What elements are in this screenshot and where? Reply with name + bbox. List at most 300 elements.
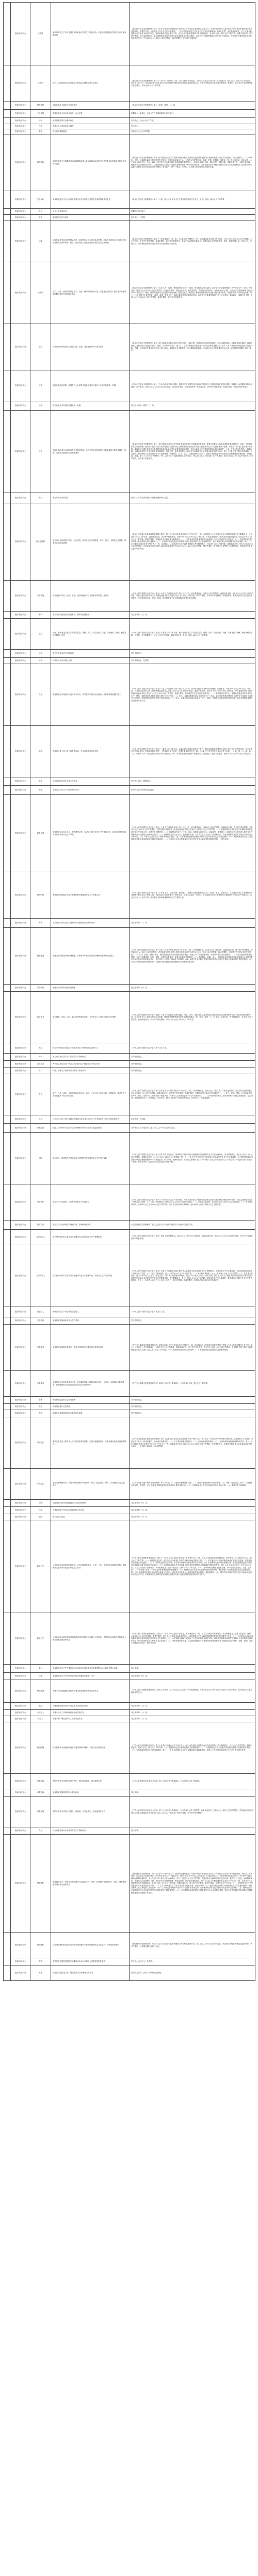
row-index-cell [4, 3, 11, 65]
basis-cell: 《危险化学品重大危险源监督管理暂行规定》第三十二条 危险化学品单位有下列行为之一的，由县级以上人民政府安全生产监督管理部门责令限期改正，可以处10万元以下的罚款；逾期未改正的，责令停产停业整顿，并处10万元以上20万元以下的罚款，对其直接负责的主管人员和其他直接责任人员处2万元以上5万元以下的罚款；构成犯罪的，依照刑法有关规定追究刑事责任：（一）未按照本规定要求对重大危险源进行安全评估或者安全评价的；（二）未按照本规定要求对重大危险源进行登记建档的；（三）未按照本规定及相关标准要求对重大危险源进行安全监测监控的；（四）未制定重大危险源事故应急预案的。第三十三条 危险化学品单位有下列行为之一的，由县级以上人民政府安全生产监督管理部门责令限期改正，可以处5万元以下的罚款；逾期未改正的，处5万元以上20万元以下的罚款，对其直接负责的主管人员和其他直接责任人员处1万元以上2万元以下的罚款；情节严重的，责令停产停业整顿；构成犯罪的，依照刑法有关规定追究刑事责任。 [130, 503, 255, 581]
category-cell: 危险物品 安全 [11, 1230, 30, 1245]
violation-cell: 未按照规定对从业人员、被派遣劳动者、实习学生进行安全生产教育和培训，或者未按照规定如实告知有关的安全生产事项 [51, 795, 130, 872]
violation-cell: 未对安全设备进行经常性维护、保养和定期检测 [51, 612, 130, 619]
violation-cell: 危险化学品单位未制定事故应急救援预案，或者未配备应急救援人员和必要的应急救援器材、设备，或者未定期组织应急救援演练 [51, 411, 130, 493]
table-row [4, 928, 255, 985]
violation-cell: 未按照规定编制应急预案，或者未按照规定定期组织应急预案演练 [51, 1325, 130, 1371]
table-row [4, 1680, 255, 1703]
basis-cell: 同上条款。 [130, 1665, 255, 1673]
table-row [4, 215, 255, 221]
table-row [4, 1710, 255, 1716]
basis-cell: 《中华人民共和国安全生产法》第九十八条第（四）项 矿山、金属冶炼建设项目或者用于生产、储存危险物品的建设项目竣工投入生产或者使用前，安全设施未经验收合格的。依照前款规定处罚。《建设项目安全设施“三同时”监督管理办法》第二十八条 生产经营单位对本办法第七条第（一）项、第（二）项、第（三）项和第（四）项规定的建设项目有下列情形之一的，责令停止建设或者停产停业整顿，限期改正；逾期未改正的，处50万元以上100万元以下的罚款。 [130, 726, 255, 777]
row-index-cell [4, 1514, 11, 1520]
item-cell: 安全费用 [30, 1317, 51, 1325]
table-row [4, 1827, 255, 1835]
violation-cell: 危险化学品包装物、容器生产企业销售未经检验或者经检验不合格的包装物、容器 [51, 370, 130, 401]
table-row [4, 324, 255, 370]
basis-cell: 责令停止违法行为，处罚款。 [130, 1958, 255, 1965]
table-row [4, 129, 255, 134]
violation-cell: 未按照规定进行应急预案备案 [51, 1397, 130, 1404]
basis-cell: 《中华人民共和国职业病防治法》第七十五条第（七）项 由卫生行政部门责令限期治理，并处5万元以上30万元以下的罚款；情节严重的，责令停止产生职业病危害的作业。 [130, 1680, 255, 1703]
category-cell: 危险物品 安全 [11, 221, 30, 262]
violation-cell: 其他违反安全生产法律法规的行为 [51, 786, 130, 795]
table-row [4, 1410, 255, 1417]
row-index-cell [4, 1230, 11, 1245]
table-row [4, 1074, 255, 1115]
table-row [4, 1230, 255, 1245]
category-cell: 危险物品 安全 [11, 619, 30, 650]
basis-cell: 责令限期改正。 [130, 1054, 255, 1061]
category-cell: 危险物品 安全 [11, 1703, 30, 1710]
basis-cell: 《生产安全事故应急预案管理办法》第四十五条 责令限期改正，可以处1万元以上3万元以下的罚款。 [130, 1371, 255, 1397]
row-index-cell [4, 1068, 11, 1074]
category-cell: 危险物品 安全 [11, 872, 30, 919]
basis-cell: 责令限期改正。 [130, 1397, 255, 1404]
table-row [4, 612, 255, 619]
basis-cell: 《中华人民共和国职业病防治法》第七十一条 用人单位违反本法规定，有下列行为之一的，由卫生行政部门责令限期改正，给予警告，可以并处5万元以上10万元以下的罚款：（一）未按照规定及时、如实向卫生行政部门申报产生职业病危害的项目的；（二）未实施由专人负责的职业病危害因素日常监测，或者监测系统不能正常监测的；（三）订立或者变更劳动合同时，未告知劳动者职业病危害真实情况的；（四）未按照规定组织职业健康检查、建立职业健康监护档案或者未将检查结果书面告知劳动者的；（五）未依照本法规定在劳动者离开用人单位时提供职业健康监护档案复印件的。第七十条 违反本法规定，有下列行为之一的，由卫生行政部门给予警告，责令限期改正；逾期不改正的，处10万元以下的罚款：（一）工作场所职业病危害因素检测、评价结果没有存档、上报、公布的；（二）未采取本法第二十条规定的职业病防治管理措施的；（三）未按照规定公布有关职业病防治的规章制度、操作规程、职业病危害事故应急救援措施的；（四）未按照规定组织劳动者进行职业卫生培训，或者未对劳动者个人职业病防护采取指导、督促措施的；（五）国内首次使用或者首次进口与职业病危害有关的化学材料，未按照规定报送毒性鉴定资料以及经有关部门登记注册或者批准进口的文件的。 [130, 1520, 255, 1613]
row-index-cell [4, 411, 11, 493]
item-cell: 情节严重 [30, 1221, 51, 1230]
item-cell: 无资质 [30, 3, 51, 65]
row-index-cell [4, 1680, 11, 1703]
basis-cell: 《危险化学品安全管理条例》第七十九条 危险化学品包装物、容器生产企业销售未经检验或者经检验不合格的危险化学品包装物、容器的，由质量监督检验检疫部门责令改正，处10万元以上20万元以下的罚款，有违法所得的，没收违法所得；拒不改正的，责令停产停业整顿；构成犯罪的，依法追究刑事责任。 [130, 370, 255, 401]
item-cell: 未登记 [30, 65, 51, 101]
basis-cell: 依照有关法律法规的规定处罚。 [130, 786, 255, 795]
category-cell: 危险物品 安全 [11, 1307, 30, 1317]
category-cell: 危险物品 安全 [11, 503, 30, 581]
category-cell: 危险物品 安全 [11, 1500, 30, 1507]
violation-cell: 安全设备的安装、使用、检测、改造和报废不符合国家标准或者行业标准 [51, 581, 130, 612]
category-cell: 危险物品 安全 [11, 1797, 30, 1827]
table-row [4, 650, 255, 658]
table-row [4, 581, 255, 612]
basis-cell: 同上条款第（八）项。 [130, 1710, 255, 1716]
violation-cell: 未按照规定在产生严重职业病危害的作业岗位醒目位置设置警示标识和中文警示说明 [51, 1665, 130, 1673]
category-cell: 危险物品 安全 [11, 786, 30, 795]
violation-cell: 从事烟花爆竹批发的企业向从事烟花爆竹零售的经营者供应非法生产、经营的烟花爆竹 [51, 1933, 130, 1958]
violation-cell: 发生生产安全事故，对负有责任的生产经营单位 [51, 1184, 130, 1221]
basis-cell: 同上条款第（二）项。 [130, 919, 255, 928]
category-cell: 危险物品 安全 [11, 1404, 30, 1410]
violation-cell: 危险化学品未储存在专用仓库内 [51, 101, 130, 110]
row-index-cell [4, 1417, 11, 1469]
basis-cell: 《危险化学品安全管理条例》第八十条第一款第（二）项。 [130, 101, 255, 110]
item-cell: 保险 [30, 1133, 51, 1184]
row-index-cell [4, 919, 11, 928]
basis-cell: 同上条款。 [130, 1827, 255, 1835]
violation-cell: 未按照规定设置安全生产管理机构或者配备安全生产管理人员 [51, 872, 130, 919]
category-cell: 危险物品 安全 [11, 581, 30, 612]
item-cell: 禁忌 [30, 1703, 51, 1710]
violation-cell: 装卸管理人员无资格 [51, 215, 130, 221]
category-cell: 危险物品 安全 [11, 1417, 30, 1469]
category-cell: 危险物品 安全 [11, 124, 30, 129]
table-row [4, 1613, 255, 1665]
violation-cell: 事故发生单位主要负责人不立即组织事故抢救、迟报或者漏报事故、在事故调查处理期间擅离职守 [51, 1417, 130, 1469]
category-cell: 危险物品 安全 [11, 1115, 30, 1124]
table-row [4, 209, 255, 215]
row-index-cell [4, 1317, 11, 1325]
violation-cell: 未按规定进行安全评价或者未将安全评价报告以及整改方案的落实情况报备 [51, 191, 130, 209]
table-row [4, 1774, 255, 1789]
basis-cell: 《危险化学品安全管理条例》第十九条 危险化学品生产装置或者储存数量构成重大危险源的危险化学品储存设施（运输工具加油站、加气站除外），与下列场所、设施、区域的距离应当符合国家有关规定：居住区以及商业中心、公园等人员密集场所；学校、医院、影剧院、体育场（馆）等公共设施；饮用水源、水厂以及水源保护区；车站、码头（依法经许可从事危险化学品装卸作业的除外）、机场以及通信干线、通信枢纽、铁路线路、道路交通干线、水路交通干线、地铁风亭以及地铁站出入口。已建的危险化学品生产装置或者储存设施不符合前款规定的，由所在地设区的市级人民政府安全生产监督管理部门会同有关部门监督其所属单位在规定期限内进行整改；需要转产、停产、搬迁、关闭的，由本级人民政府决定并组织实施。 [130, 134, 255, 191]
category-cell: 危险物品 安全 [11, 411, 30, 493]
basis-cell: 协议无效，处罚款。 [130, 1115, 255, 1124]
item-cell: 培训 [30, 658, 51, 664]
category-cell: 危险物品 安全 [11, 1371, 30, 1397]
table-row [4, 1307, 255, 1317]
item-cell: 其他 [30, 786, 51, 795]
table-row [4, 619, 255, 650]
category-cell: 危险物品 安全 [11, 1665, 30, 1673]
basis-cell: 责令限期改正，处罚款。 [130, 658, 255, 664]
row-index-cell [4, 726, 11, 777]
violation-cell: 安排未经职业健康检查的劳动者从事接触职业病危害的作业 [51, 1680, 130, 1703]
category-cell: 危险物品 安全 [11, 612, 30, 619]
row-index-cell [4, 1965, 11, 1981]
basis-cell: 第七十八条第一款第（二）项。 [130, 401, 255, 411]
item-cell: 粉尘防爆 [30, 1722, 51, 1774]
row-index-cell [4, 1613, 11, 1665]
row-index-cell [4, 1043, 11, 1054]
row-index-cell [4, 1115, 11, 1124]
basis-cell: 同上条款第（三）项。 [130, 612, 255, 619]
category-cell: 危险物品 安全 [11, 992, 30, 1043]
category-cell: 危险物品 安全 [11, 1184, 30, 1221]
basis-cell: 《中华人民共和国安全生产法》第九十三条。 [130, 1307, 255, 1317]
basis-cell: 《危险化学品安全管理条例》第八十一条 有下列情形之一的，由公安机关责令改正，可以处1万元以下的罚款；拒不改正的，处1万元以上5万元以下的罚款。第七十八条 生产、储存危险化学品的单位未对其铺设的危险化学品管道设置明显的标志，或者未对危险化学品管道定期检查、检测的，由安全生产监督管理部门责令改正，可以处5万元以下的罚款。 [130, 65, 255, 101]
violation-cell: 两个以上单位在同一作业区域内进行生产经营活动未签订协议 [51, 1061, 130, 1068]
table-row [4, 1245, 255, 1307]
item-cell: 设计 [30, 664, 51, 726]
table-row [4, 1665, 255, 1673]
item-cell: 警示 [30, 1665, 51, 1673]
basis-cell: 《危险化学品安全管理条例》第四十三条至第四十八条。第八十六条 有下列情形之一的，由交通运输主管部门责令改正，处5万元以上10万元以下的罚款；拒不改正的，责令停产停业整顿；构成犯罪的，依法追究刑事责任：危险化学品道路运输企业、水路运输企业的驾驶人员、船员、装卸管理人员、押运人员、申报人员、集装箱装箱现场检查员未取得从业资格上岗作业的。 [130, 221, 255, 262]
basis-cell: 《生产安全事故报告和调查处理条例》第三十五条 事故发生单位主要负责人有下列行为之一的，处上一年年收入40%至80%的罚款；属于国家工作人员的，并依法给予处分；构成犯罪的，依法追究刑事责任：（一）不立即组织事故抢救的；（二）迟报或者漏报事故的；（三）在事故调查处理期间擅离职守的。第三十六条 事故发生单位及其有关人员有下列行为之一的，对事故发生单位处100万元以上500万元以下的罚款；对主要负责人、直接负责的主管人员和其他直接责任人员处上一年年收入60%至100%的罚款。 [130, 1417, 255, 1469]
category-cell: 危险物品 安全 [11, 658, 30, 664]
category-cell: 危险物品 安全 [11, 1133, 30, 1184]
table-row [4, 101, 255, 110]
item-cell: 有限空间 [30, 1797, 51, 1827]
item-cell: 外包 [30, 1827, 51, 1835]
basis-cell: 同上条款第（四）项。 [130, 985, 255, 992]
table-row [4, 658, 255, 664]
table-row [4, 1043, 255, 1054]
basis-cell: 《危险化学品安全管理条例》第七十条 危险化学品单位应当制定本单位危险化学品事故应急预案，配备应急救援人员和必要的应急救援器材、设备，并定期组织应急救援演练。危险化学品单位应当将其危险化学品事故应急预案报所在地设区的市级人民政府安全生产监督管理部门备案。第七十一条 发生危险化学品事故，事故单位主要负责人应当立即按照本单位危险化学品应急预案组织救援，并向当地安全生产监督管理部门和环境保护、公安、卫生主管部门报告；道路运输、水路运输过程中发生危险化学品事故的，驾驶人员、船员或者押运人员还应当向事故发生地交通运输主管部门报告。第七十二条 发生危险化学品事故，有关地方人民政府应当立即组织安全生产监督管理、环境保护、公安、卫生、交通运输等有关部门，按照本地区危险化学品事故应急预案组织实施救援，不得拖延、推诿。第七十八条 有下列情形之一的，由安全生产监督管理部门责令改正，可以处5万元以下的罚款；拒不改正的，处5万元以上10万元以下的罚款；情节严重的，责令停产停业整顿。 [130, 411, 255, 493]
item-cell: 修订 [30, 1404, 51, 1410]
category-cell: 危险物品 安全 [11, 191, 30, 209]
category-cell: 危险物品 安全 [11, 1680, 30, 1703]
table-row [4, 1673, 255, 1680]
item-cell: 隐患 [30, 129, 51, 134]
table-row [4, 1507, 255, 1514]
item-cell: 职业健康 [30, 1680, 51, 1703]
row-index-cell [4, 221, 11, 262]
basis-cell: 责令停止建设，限期改正。 [130, 777, 255, 786]
row-index-cell [4, 1133, 11, 1184]
item-cell: 监控 [30, 619, 51, 650]
category-cell: 危险物品 安全 [11, 985, 30, 992]
basis-cell: 责令改正，处5万元以下罚款。 [130, 118, 255, 124]
table-row [4, 1068, 255, 1074]
table-row [4, 1500, 255, 1507]
category-cell: 危险物品 安全 [11, 110, 30, 118]
table-row [4, 221, 255, 262]
row-index-cell [4, 124, 11, 129]
table-row [4, 786, 255, 795]
row-index-cell [4, 1404, 11, 1410]
row-index-cell [4, 1789, 11, 1797]
category-cell: 危险物品 安全 [11, 1507, 30, 1514]
table-row [4, 1514, 255, 1520]
category-cell: 危险物品 安全 [11, 1061, 30, 1068]
violation-cell: 发生生产安全事故情节特别严重、影响特别恶劣的 [51, 1221, 130, 1230]
item-cell: 变更 [30, 777, 51, 786]
basis-cell: 责令限期改正。 [130, 1061, 255, 1068]
basis-cell: 责令限期改正。 [130, 1068, 255, 1074]
table-row [4, 985, 255, 992]
violation-cell: 将生产经营项目发包给不具备安全生产条件的单位或者个人 [51, 1043, 130, 1054]
table-row [4, 992, 255, 1043]
table-row [4, 1061, 255, 1068]
row-index-cell [4, 1500, 11, 1507]
category-cell: 危险物品 安全 [11, 726, 30, 777]
violation-cell: 对重复使用的危险化学品包装物、容器，在重复使用前不进行检查 [51, 324, 130, 370]
category-cell: 危险物品 安全 [11, 1673, 30, 1680]
item-cell: 运输 [30, 221, 51, 262]
violation-cell: 有限空间作业未执行先通风、再检测、后作业原则，未配备监护人员 [51, 1797, 130, 1827]
violation-cell: 其他违反危险化学品、烟花爆竹安全管理规定的行为 [51, 1965, 130, 1981]
item-cell: 应急预案 [30, 1325, 51, 1371]
table-row [4, 1716, 255, 1722]
row-index-cell [4, 1710, 11, 1716]
item-cell: 储存违规 [30, 101, 51, 110]
basis-cell: 《中华人民共和国安全生产法》第一百零三条。 [130, 1043, 255, 1054]
row-index-cell [4, 1325, 11, 1371]
category-cell: 危险物品 安全 [11, 1774, 30, 1789]
category-cell: 危险物品 安全 [11, 1789, 30, 1797]
category-cell: 危险物品 安全 [11, 324, 30, 370]
table-row [4, 777, 255, 786]
violation-cell: 未保证安全生产所必需的资金投入 [51, 1307, 130, 1317]
violation-cell: 工作场所职业病危害因素的强度或者浓度超过国家职业卫生标准；未提供职业病防护设施和个人使用的职业病防护用品 [51, 1613, 130, 1665]
item-cell: 事故报告 [30, 1417, 51, 1469]
basis-cell: 《工贸企业粉尘防爆安全规定》第三十条 粉尘涉爆企业有下列行为之一的，由负责粉尘涉爆企业安全监管的部门责令限期改正，处3万元以下的罚款；逾期未改正的，处3万元以上10万元以下的罚款：（一）未按照规定建立粉尘防爆安全管理制度的；（二）未按照规定对粉尘防爆安全设备设施进行检查维护保养的；（三）未按照规定建立粉尘清扫制度的。第三十一条 粉尘涉爆企业存在粉尘爆炸重大事故隐患的，依照《中华人民共和国安全生产法》有关规定处罚。 [130, 1722, 255, 1774]
item-cell: 台账 [30, 124, 51, 129]
item-cell: 烟花爆竹 [30, 1933, 51, 1958]
row-index-cell [4, 65, 11, 101]
table-row [4, 1184, 255, 1221]
item-cell: 伪证 [30, 1507, 51, 1514]
basis-cell: 可以处5万元以下的罚款。 [130, 129, 255, 134]
violation-cell: 未按照规定对建设项目进行安全评价，或者建设项目安全设施设计未经审查同意擅自施工 [51, 664, 130, 726]
row-index-cell [4, 1061, 11, 1068]
table-row [4, 664, 255, 726]
category-cell: 危险物品 安全 [11, 1965, 30, 1981]
violation-cell: 工作场所职业病危害因素检测、评价结果没有存档、上报、公布；未采取职业病防护措施；未按照规定组织劳动者进行职业卫生培训 [51, 1520, 130, 1613]
item-cell: 包装 [30, 370, 51, 401]
item-cell: 教育培训 [30, 795, 51, 872]
item-cell: 重大危险源 [30, 503, 51, 581]
violation-cell: 存在重大事故隐患 [51, 129, 130, 134]
item-cell: 未成年人 [30, 1710, 51, 1716]
category-cell: 危险物品 安全 [11, 1520, 30, 1613]
basis-cell: 《中华人民共和国安全生产法》第一百一十四条 发生生产安全事故，对负有责任的生产经营单位除要求其依法承担相应的赔偿等责任外，由应急管理部门依照下列规定处以罚款：（一）发生一般事故的，处30万元以上100万元以下的罚款；（二）发生较大事故的，处100万元以上200万元以下的罚款；（三）发生重大事故的，处200万元以上1000万元以下的罚款；（四）发生特别重大事故的，处1000万元以上2000万元以下的罚款。 [130, 1184, 255, 1221]
table-row [4, 493, 255, 503]
table-row [4, 1933, 255, 1958]
basis-cell: 同上条款。 [130, 1789, 255, 1797]
table-row [4, 370, 255, 401]
violation-cell: 危险化学品生产装置或者储存数量构成重大危险源的储存设施与人员密集场所的距离不符合国家有关规定 [51, 134, 130, 191]
item-cell: 职业卫生 [30, 1613, 51, 1665]
basis-cell: 责令改正。 [130, 124, 255, 129]
category-cell: 危险物品 安全 [11, 1827, 30, 1835]
item-cell: 女职工 [30, 1716, 51, 1722]
category-cell: 危险物品 安全 [11, 1397, 30, 1404]
category-cell: 危险物品 安全 [11, 3, 30, 65]
basis-cell: 《中华人民共和国安全生产法》第九十九条第（四）项 关闭、破坏直接关系生产安全的监控、报警、防护、救生设备、设施，或者篡改、隐瞒、销毁其相关数据、信息的，责令限期改正，处5万元以下的罚款；逾期未改正的，处5万元以上20万元以下的罚款。 [130, 619, 255, 650]
violation-cell: 未建立出入库核查登记制度 [51, 124, 130, 129]
basis-cell: 依照《生产安全事故报告和调查处理条例》处罚。 [130, 493, 255, 503]
row-index-cell [4, 503, 11, 581]
row-index-cell [4, 1835, 11, 1933]
item-cell: 交叉作业 [30, 1061, 51, 1068]
item-cell: 报告 [30, 493, 51, 503]
row-index-cell [4, 493, 11, 503]
category-cell: 危险物品 安全 [11, 1613, 30, 1665]
row-index-cell [4, 928, 11, 985]
table-row [4, 1221, 255, 1230]
category-cell: 危险物品 安全 [11, 209, 30, 215]
item-cell: 主要负责人 [30, 1230, 51, 1245]
basis-cell: 《中华人民共和国安全生产法》第一百零一条 生产经营单位有下列行为之一的，责令限期改正，处10万元以下的罚款；逾期未改正的，责令停产停业整顿，并处10万元以上20万元以下的罚款，对其直接负责的主管人员和其他直接责任人员处2万元以上5万元以下的罚款；构成犯罪的，依照刑法有关规定追究刑事责任：（一）生产、经营、运输、储存、使用危险物品或者处置废弃危险物品，未建立专门安全管理制度、未采取可靠的安全措施的；（二）对重大危险源未登记建档，未进行定期检测、评估、监控，未制定应急预案，或者未告知应急措施的；（三）进行爆破、吊装、动火、临时用电以及国务院应急管理部门会同国务院有关部门规定的其他危险作业，未安排专门人员进行现场安全管理的；（四）未建立安全风险分级管控制度或者未按照安全风险分级采取相应管控措施的；（五）未建立事故隐患排查治理制度，或者重大事故隐患排查治理情况未按照规定报告的。 [130, 928, 255, 985]
violation-cell: 生产、储存危险化学品的企业未按规定办理危险化学品登记 [51, 65, 130, 101]
table-row [4, 1789, 255, 1797]
table-row [4, 1404, 255, 1410]
table-row [4, 1797, 255, 1827]
item-cell: 事故报告 [30, 1469, 51, 1500]
table-row [4, 401, 255, 411]
category-cell: 危险物品 安全 [11, 215, 30, 221]
item-cell: 包装 [30, 324, 51, 370]
item-cell: 人员 [30, 209, 51, 215]
row-index-cell [4, 1397, 11, 1404]
violation-cell: 安排有职业禁忌的劳动者从事其所禁忌的作业 [51, 1703, 130, 1710]
basis-cell: 《工贸企业有限空间作业安全规定》第二十四条 责令限期改正，可以处5万元以下的罚款。 [130, 1774, 255, 1789]
violation-cell: 粉尘防爆安全设施未按规定设置或者维护保养，未建立粉尘清扫制度 [51, 1722, 130, 1774]
table-row [4, 1133, 255, 1184]
item-cell: 零售 [30, 1958, 51, 1965]
row-index-cell [4, 1469, 11, 1500]
row-index-cell [4, 1716, 11, 1722]
table-row [4, 1417, 255, 1469]
category-cell: 危险物品 安全 [11, 919, 30, 928]
category-cell: 危险物品 安全 [11, 370, 30, 401]
table-row [4, 1965, 255, 1981]
item-cell: 验收 [30, 726, 51, 777]
item-cell: 检测 [30, 401, 51, 411]
row-index-cell [4, 1371, 11, 1397]
violation-cell: 未按规定修订应急预案 [51, 1404, 130, 1410]
penalty-table-body [4, 3, 255, 1981]
item-cell: 有限空间 [30, 1789, 51, 1797]
basis-cell: 《工贸企业有限空间作业安全规定》第二十五条 责令限期改正，可以处5万元以下的罚款；逾期未改正的，处5万元以上20万元以下的罚款，对其直接负责的主管人员和其他直接责任人员处1万元以上2万元以下的罚款；情节严重的，责令停产停业整顿。 [130, 1797, 255, 1827]
category-cell: 危险物品 安全 [11, 1958, 30, 1965]
table-row [4, 919, 255, 928]
item-cell: 安全评价 [30, 191, 51, 209]
violation-cell: 从业人员未经培训 [51, 209, 130, 215]
item-cell: 应急预案 [30, 1371, 51, 1397]
category-cell: 危险物品 安全 [11, 795, 30, 872]
item-cell: 储存设施 [30, 134, 51, 191]
row-index-cell [4, 664, 11, 726]
category-cell: 危险物品 安全 [11, 493, 30, 503]
category-cell: 危险物品 安全 [11, 1221, 30, 1230]
item-cell: 其他 [30, 1965, 51, 1981]
violation-cell: 剧毒化学品未实行双人收发、双人保管 [51, 110, 130, 118]
row-index-cell [4, 786, 11, 795]
category-cell: 危险物品 安全 [11, 1716, 30, 1722]
basis-cell: 《中华人民共和国安全生产法》第二十四条 矿山、金属冶炼、建筑施工、运输单位和危险物品的生产、经营、储存、装卸单位，应当设置安全生产管理机构或者配备专职安全生产管理人员。前款规定以外的其他生产经营单位，从业人员超过一百人的，应当设置安全生产管理机构或者配备专职安全生产管理人员；从业人员在一百人以下的，应当配备专职或者兼职的安全生产管理人员。 [130, 872, 255, 919]
basis-cell: 《危险化学品安全管理条例》第七十七条 未依法取得危险化学品安全生产许可证从事危险化学品生产，或者未依法取得工业产品生产许可证从事危险化学品及其包装物、容器生产的，分别依照《安全生产许可证条例》、《中华人民共和国工业产品生产许可证管理条例》的规定处罚。违反本条例规定，化工企业未取得危险化学品安全使用许可证，使用危险化学品从事生产的，由安全生产监督管理部门责令限期改正，处10万元以上20万元以下的罚款；逾期不改正的，责令停产整顿。违反本条例规定，未取得危险化学品经营许可证从事危险化学品经营的，由安全生产监督管理部门责令停止经营活动，没收违法经营的危险化学品以及违法所得，并处10万元以上20万元以下的罚款；构成犯罪的，依法追究刑事责任。 [130, 3, 255, 65]
table-row [4, 1371, 255, 1397]
basis-cell: 《中华人民共和国安全生产法》第一百零五条 生产经营单位有下列行为之一的，责令限期改正，处5万元以下的罚款，对其直接负责的主管人员和其他直接责任人员可以处1万元以下的罚款；逾期未改正的，责令停产停业整顿；构成犯罪的，依照刑法有关规定追究刑事责任：（一）生产、经营、储存、使用危险物品的车间、商店、仓库与员工宿舍在同一座建筑内，或者与员工宿舍的距离不符合安全要求的；（二）生产经营场所和员工宿舍未设有符合紧急疏散需要、标志明显、保持畅通的出口、疏散通道，或者占用、锁闭、封堵生产经营场所或者员工宿舍出口、疏散通道的。 [130, 1074, 255, 1115]
item-cell: 考核 [30, 919, 51, 928]
basis-cell: 同上条款第（四）项。 [130, 1500, 255, 1507]
row-index-cell [4, 612, 11, 619]
item-cell: 检测 [30, 1673, 51, 1680]
basis-cell: 责令限期改正。 [130, 650, 255, 658]
basis-cell: 《中华人民共和国安全生产法》第九十九条 生产经营单位有下列行为之一的，责令限期改正，处5万元以下的罚款；逾期未改正的，处5万元以上20万元以下的罚款，对其直接负责的主管人员和其他直接责任人员处1万元以上2万元以下的罚款；情节严重的，责令停产停业整顿；构成犯罪的，依照刑法有关规定追究刑事责任：安全设备的安装、使用、检测、改造和报废不符合国家标准或者行业标准的。 [130, 581, 255, 612]
violation-cell: 拒绝、阻碍负有安全生产监督管理职责的部门依法实施监督检查 [51, 1124, 130, 1133]
row-index-cell [4, 209, 11, 215]
item-cell: 管理机构 [30, 872, 51, 919]
item-cell: 协议 [30, 1054, 51, 1061]
violation-cell: 在事故调查中作伪证或者指使他人作伪证 [51, 1507, 130, 1514]
row-index-cell [4, 1124, 11, 1133]
violation-cell: 未取得安全生产许可证擅自从事危险化学品生产经营活动；未依法取得危险化学品经营许可证从事经营 [51, 3, 130, 65]
category-cell: 危险物品 安全 [11, 262, 30, 324]
row-index-cell [4, 985, 11, 992]
category-cell: 危险物品 安全 [11, 650, 30, 658]
table-row [4, 3, 255, 65]
row-index-cell [4, 1774, 11, 1789]
category-cell: 危险物品 安全 [11, 1245, 30, 1307]
basis-cell: 同上条款第（五）项。 [130, 1507, 255, 1514]
table-row [4, 191, 255, 209]
row-index-cell [4, 1703, 11, 1710]
basis-cell: 同上条款第（七）项。 [130, 1703, 255, 1710]
basis-cell: 同上条款第（六）项。 [130, 1514, 255, 1520]
basis-cell: 依据第八十条规定，由安全生产监督管理部门责令改正。 [130, 110, 255, 118]
row-index-cell [4, 1245, 11, 1307]
row-index-cell [4, 619, 11, 650]
item-cell: 应急 [30, 411, 51, 493]
row-index-cell [4, 129, 11, 134]
item-cell: 备案 [30, 1397, 51, 1404]
basis-cell: 《中华人民共和国安全生产法》第九十八条 生产经营单位有下列行为之一的，责令停止建设或者停产停业整顿，限期改正，并处10万元以上50万元以下的罚款，对其直接负责的主管人员和其他直接责任人员处2万元以上5万元以下的罚款；逾期未改正的，处50万元以上100万元以下的罚款，对其直接负责的主管人员和其他直接责任人员处5万元以上10万元以下的罚款；构成犯罪的，依照刑法有关规定追究刑事责任：（一）未按照规定对矿山、金属冶炼建设项目或者用于生产、储存、装卸危险物品的建设项目进行安全评价的；（二）矿山、金属冶炼建设项目或者用于生产、储存、装卸危险物品的建设项目没有安全设施设计或者安全设施设计未按照规定报经有关部门审查同意的；（三）矿山、金属冶炼建设项目或者用于生产、储存、装卸危险物品的建设项目的施工单位未按照批准的安全设施设计施工的。 [130, 664, 255, 726]
category-cell: 危险物品 安全 [11, 1722, 30, 1774]
basis-cell: 《烟花爆竹安全管理条例》第三十八条 由安全生产监督管理部门责令停止违法行为，处2万元以上10万元以下的罚款，并没收非法经营的物品及违法所得；情节严重的，吊销烟花爆竹经营许可证。 [130, 1933, 255, 1958]
violation-cell: 高危行业、领域的生产经营单位未按照国家规定投保安全生产责任保险 [51, 1133, 130, 1184]
penalty-table [3, 2, 255, 1981]
category-cell: 危险物品 安全 [11, 1710, 30, 1716]
row-index-cell [4, 1722, 11, 1774]
category-cell: 危险物品 安全 [11, 65, 30, 101]
row-index-cell [4, 1933, 11, 1958]
basis-cell: 《烟花爆竹安全管理条例》第三十六条 对未经许可生产、经营烟花爆竹制品，或者向未取得烟花爆竹安全生产许可的单位或者个人销售黑火药、烟火药、引火线的，由安全生产监督管理部门责令停止非法生产、经营活动，处2万元以上10万元以下的罚款，并没收非法生产、经营的物品及违法所得。对未经许可经由道路运输烟花爆竹的，由公安部门责令停止非法运输活动，处1万元以上5万元以下的罚款，并没收非法运输的物品及违法所得。非法生产、经营、运输烟花爆竹，构成违反治安管理行为的，依法给予治安管理处罚；构成犯罪的，依法追究刑事责任。第三十七条 生产烟花爆竹的企业有下列行为之一的，由安全生产监督管理部门责令限期改正，处1万元以上5万元以下的罚款；逾期不改正的，责令停产停业整顿，情节严重的，吊销安全生产许可证：（一）未按照安全生产许可证核定的产品种类进行生产的；（二）生产工序或者生产作业不符合有关国家标准、行业标准的；（三）雇佣未经设区的市人民政府安全生产监督管理部门考核合格的人员从事危险工序作业的；（四）生产烟花爆竹使用的原料不符合国家标准规定的，或者使用的原料超过国家标准规定的用量限制的；（五）使用按照国家标准规定禁止使用或者禁忌配伍的物质生产烟花爆竹的；（六）未按照国家标准的规定在烟花爆竹产品上标注燃放说明，或者未在烟花爆竹的包装物上印制易燃易爆危险物品警示标志的。 [130, 1835, 255, 1933]
violation-cell: 事故发生后逃匿 [51, 1514, 130, 1520]
